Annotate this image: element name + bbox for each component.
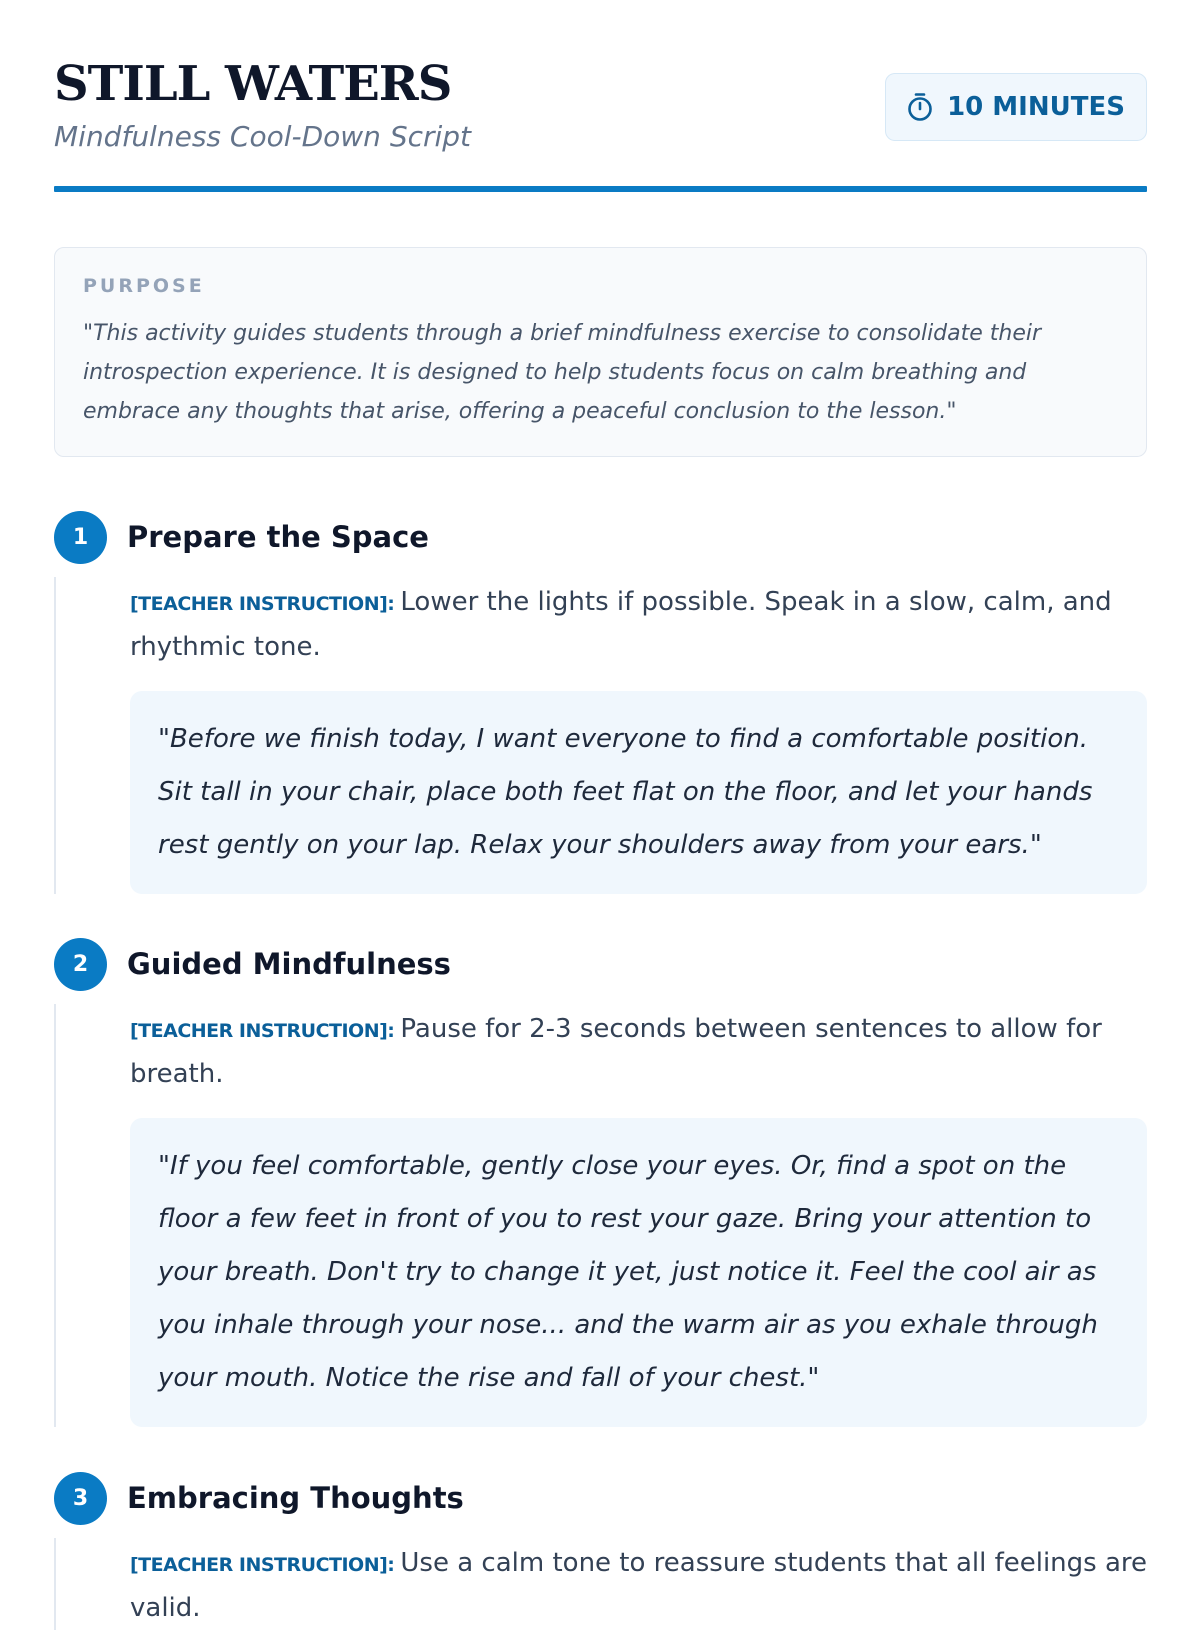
script-quote: "Before we finish today, I want everyone to find a comfortable position. Sit tall in your chair, place both feet flat on the floor, and let your hands rest gently on your lap. Relax your shoulders away from your ears." <box>130 691 1147 894</box>
instruction-text: Pause for 2-3 seconds between sentences to allow for breath. <box>130 1014 1102 1089</box>
duration-label: 10 MINUTES <box>947 92 1125 122</box>
step-3 <box>54 1472 1147 1630</box>
step-number-badge: 2 <box>54 938 107 991</box>
step-number-badge: 1 <box>54 511 107 564</box>
header-divider <box>54 186 1147 192</box>
step-header <box>54 511 1147 565</box>
instruction-tag: [TEACHER INSTRUCTION]: <box>130 1020 395 1042</box>
step-number-badge: 3 <box>54 1472 107 1525</box>
step-body <box>54 577 1147 894</box>
instruction-text: Use a calm tone to reassure students that all feelings are valid. <box>130 1548 1148 1623</box>
step-1 <box>54 511 1147 894</box>
duration-badge <box>885 73 1147 141</box>
instruction-tag: [TEACHER INSTRUCTION]: <box>130 1554 395 1576</box>
purpose-box <box>54 247 1147 457</box>
step-body <box>54 1004 1147 1427</box>
stopwatch-icon <box>907 92 933 122</box>
teacher-instruction <box>130 1004 1147 1096</box>
page-title: STILL WATERS <box>54 56 452 112</box>
teacher-instruction <box>130 577 1147 669</box>
step-title: Prepare the Space <box>127 520 429 554</box>
instruction-text: Lower the lights if possible. Speak in a slow, calm, and rhythmic tone. <box>130 587 1112 662</box>
teacher-instruction <box>130 1538 1147 1630</box>
step-body <box>54 1538 1147 1630</box>
purpose-label: PURPOSE <box>83 275 205 297</box>
page-subtitle: Mindfulness Cool-Down Script <box>54 120 472 153</box>
step-header <box>54 938 1147 992</box>
script-quote: "If you feel comfortable, gently close your eyes. Or, find a spot on the floor a few feet in front of you to rest your gaze. Bring your attention to your breath. Don't try to change it yet, just notice it. Feel the cool air as you inhale through your nose... and the warm air as you exhale through your mouth. Notice the rise and fall of your chest." <box>130 1118 1147 1427</box>
header <box>54 56 1147 196</box>
step-title: Guided Mindfulness <box>127 947 451 981</box>
step-2 <box>54 938 1147 1427</box>
purpose-text: "This activity guides students through a brief mindfulness exercise to consolidate their introspection experience. It is designed to help students focus on calm breathing and embrace any thoughts that arise, offering a peaceful conclusion to the lesson." <box>83 321 1042 424</box>
step-header <box>54 1472 1147 1526</box>
instruction-tag: [TEACHER INSTRUCTION]: <box>130 593 395 615</box>
step-title: Embracing Thoughts <box>127 1481 464 1515</box>
